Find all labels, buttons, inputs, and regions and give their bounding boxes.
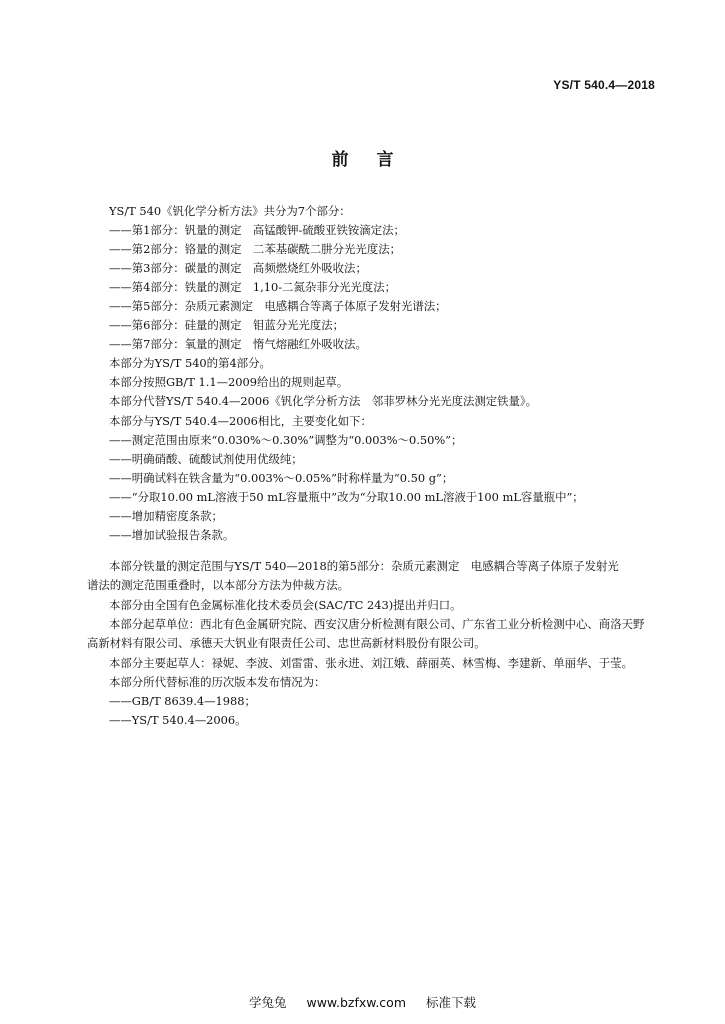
footer-watermark [0,993,725,1011]
part-1-line: ——第1部分：钒量的测定 高锰酸钾-硫酸亚铁铵滴定法； [109,223,405,238]
part-3-line: ——第3部分：碳量的测定 高频燃烧红外吸收法； [109,261,367,276]
changes-intro-line: 本部分与YS/T 540.4—2006相比，主要变化如下： [109,413,372,428]
change-item: ——“分取10.00 mL溶液于50 mL容量瓶中”改为“分取10.00 mL溶液于100 mL容量瓶中”； [109,489,584,504]
intro-line: YS/T 540《钒化学分析方法》共分为7个部分： [109,204,351,218]
change-item: ——增加试验报告条款。 [109,527,235,542]
part-4-line: ——第4部分：铁量的测定 1,10-二氮杂菲分光光度法； [109,280,397,295]
drafters-paragraph [109,654,649,673]
drafting-units-paragraph [87,615,655,653]
part-6-line: ——第6部分：硅量的测定 钼蓝分光光度法； [109,318,345,333]
footer-tagline: 标准下载 [426,995,477,1010]
scope-paragraph [87,557,625,595]
page-title: 前言 [331,150,422,170]
foreword-body [109,202,669,545]
change-item: ——增加精密度条款； [109,508,223,523]
part-2-line: ——第2部分：铬量的测定 二苯基碳酰二肼分光光度法； [109,242,402,257]
history-list [109,692,649,730]
history-intro-paragraph [109,673,649,692]
part-5-line: ——第5部分：杂质元素测定 电感耦合等离子体原子发射光谱法； [109,299,447,314]
change-item: ——明确硝酸、硫酸试剂使用优级纯； [109,451,303,466]
part-7-line: ——第7部分：氧量的测定 惰气熔融红外吸收法。 [109,337,367,352]
proposed-paragraph [109,596,649,615]
history-intro-text: 本部分所代替标准的历次版本发布情况为： [109,675,326,689]
history-item: ——YS/T 540.4—2006。 [109,713,247,728]
proposed-paragraph-text: 本部分由全国有色金属标准化技术委员会(SAC/TC 243)提出并归口。 [109,598,462,612]
change-item: ——明确试料在铁含量为“0.003%～0.05%”时称样量为“0.50 g”； [109,470,454,485]
drafters-text: 本部分主要起草人：禄妮、李波、刘雷雷、张永进、刘江娥、薛丽英、林雪梅、李建新、单丽华、于莹。 [109,656,633,670]
drafting-units-text: 本部分起草单位：西北有色金属研究院、西安汉唐分析检测有限公司、广东省工业分析检测中心、商洛天野高新材料有限公司、承德天大钒业有限责任公司、忠世高新材料股份有限公司。 [87,617,645,651]
drafting-rules-line: 本部分按照GB/T 1.1—2009给出的规则起草。 [109,375,349,390]
scope-paragraph-text: 本部分铁量的测定范围与YS/T 540—2018的第5部分：杂质元素测定 电感耦合等离子体原子发射光谱法的测定范围重叠时，以本部分方法为仲裁方法。 [87,559,619,593]
document-code: YS/T 540.4—2018 [553,78,655,92]
change-item: ——测定范围由原来“0.030%～0.30%”调整为“0.003%～0.50%”； [109,432,463,447]
replaces-line: 本部分代替YS/T 540.4—2006《钒化学分析方法 邻菲罗林分光光度法测定铁量》。 [109,394,537,409]
this-part-line: 本部分为YS/T 540的第4部分。 [109,356,271,371]
history-item: ——GB/T 8639.4—1988； [109,694,256,708]
footer-site-name: 学兔兔 [248,995,287,1010]
footer-url-link[interactable]: www.bzfxw.com [306,995,407,1010]
